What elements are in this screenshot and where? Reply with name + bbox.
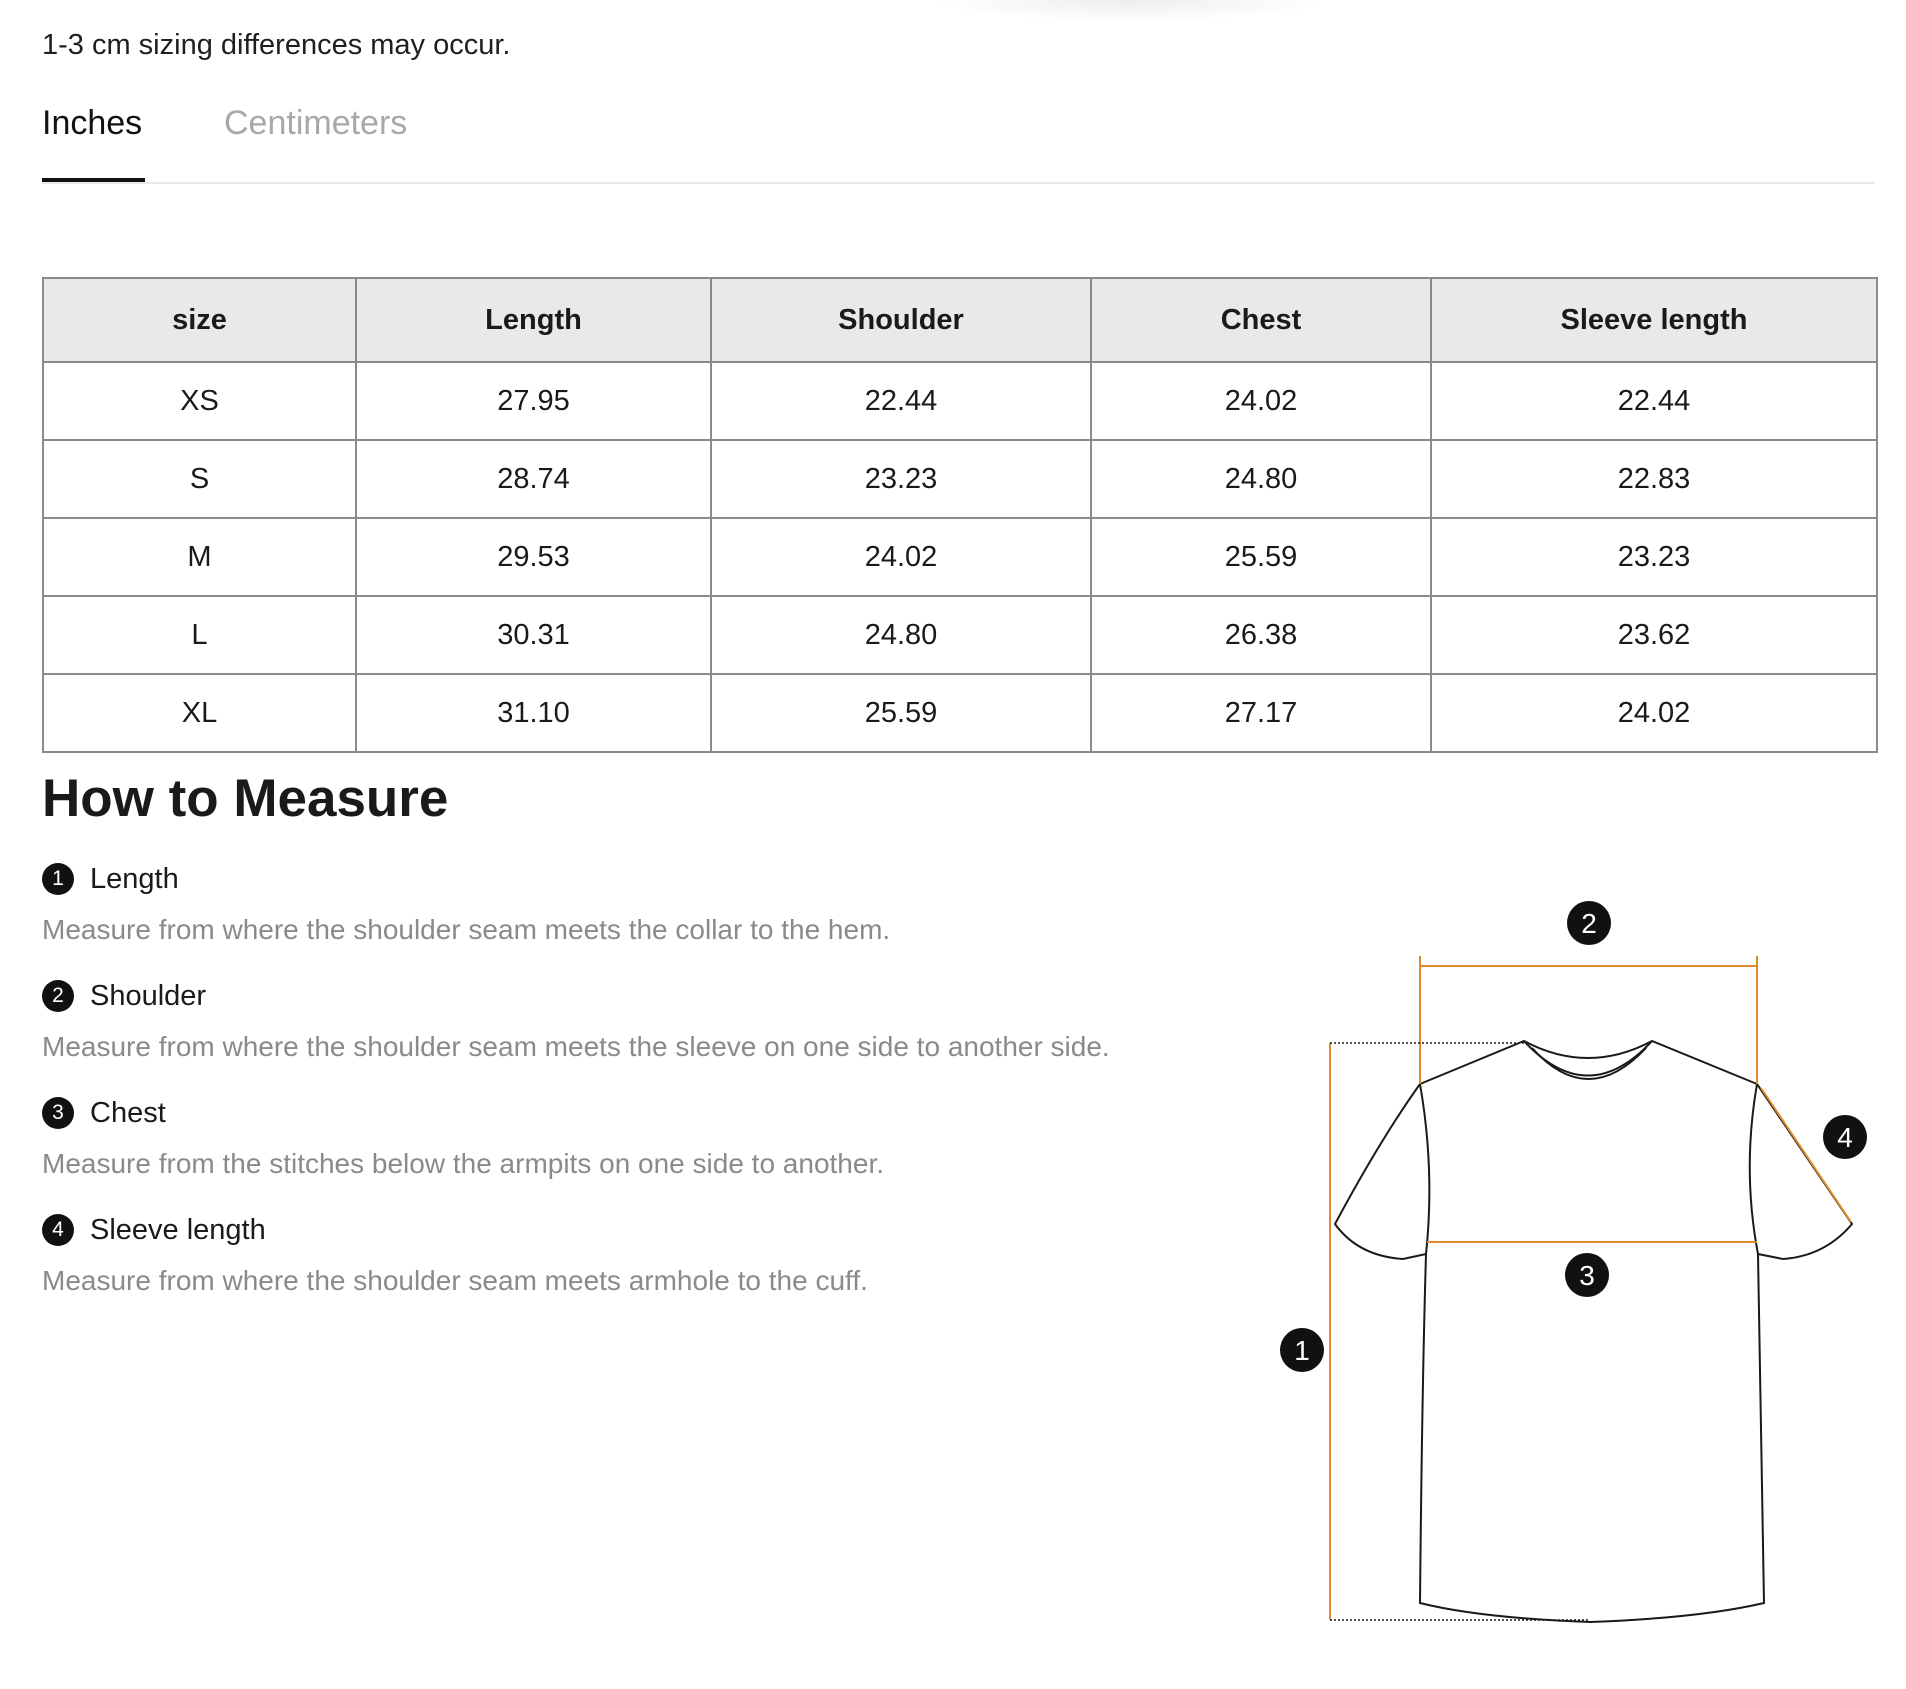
table-row [43, 440, 1877, 518]
measure-description: Measure from the stitches below the armpits on one side to another. [42, 1148, 885, 1179]
marker-2-label: 2 [1581, 908, 1597, 939]
measure-label: Shoulder [90, 979, 207, 1012]
marker-3-icon [1565, 1253, 1609, 1297]
table-cell: 25.59 [711, 674, 1091, 752]
table-cell: L [43, 596, 356, 674]
measure-description: Measure from where the shoulder seam meets the sleeve on one side to another side. [42, 1031, 1110, 1062]
measure-instructions [42, 858, 1242, 1326]
size-chart-table [42, 277, 1878, 753]
marker-4-icon [1823, 1115, 1867, 1159]
measure-label: Length [90, 862, 179, 895]
tab-centimeters[interactable] [224, 104, 407, 143]
number-3-icon: 3 [42, 1097, 74, 1129]
measure-description: Measure from where the shoulder seam meets the collar to the hem. [42, 914, 891, 945]
top-shadow [930, 0, 1330, 22]
sizing-disclaimer: 1-3 cm sizing differences may occur. [42, 29, 511, 61]
how-to-measure-title: How to Measure [42, 769, 449, 828]
table-cell: 25.59 [1091, 518, 1431, 596]
tshirt-outline-icon [1335, 1041, 1852, 1622]
table-cell: 27.95 [356, 362, 711, 440]
column-header-sleeve-length: Sleeve length [1431, 278, 1877, 362]
table-row [43, 518, 1877, 596]
measure-item-shoulder [42, 975, 1242, 1092]
number-4-icon: 4 [42, 1214, 74, 1246]
table-cell: 23.23 [1431, 518, 1877, 596]
column-header-chest: Chest [1091, 278, 1431, 362]
table-cell: 22.83 [1431, 440, 1877, 518]
measure-description: Measure from where the shoulder seam meets armhole to the cuff. [42, 1265, 868, 1296]
table-cell: 24.02 [1431, 674, 1877, 752]
table-cell: 27.17 [1091, 674, 1431, 752]
measure-item-length [42, 858, 1242, 975]
measure-item-chest [42, 1092, 1242, 1209]
table-cell: 22.44 [711, 362, 1091, 440]
table-cell: 24.80 [1091, 440, 1431, 518]
tab-centimeters-label: Centimeters [224, 104, 408, 142]
table-cell: 23.23 [711, 440, 1091, 518]
marker-1-icon [1280, 1328, 1324, 1372]
table-cell: XL [43, 674, 356, 752]
table-row [43, 674, 1877, 752]
table-cell: M [43, 518, 356, 596]
table-cell: 24.02 [1091, 362, 1431, 440]
measure-label: Chest [90, 1096, 166, 1129]
column-header-length: Length [356, 278, 711, 362]
tab-inches[interactable] [42, 104, 142, 143]
measure-label: Sleeve length [90, 1213, 266, 1246]
column-header-shoulder: Shoulder [711, 278, 1091, 362]
marker-3-label: 3 [1579, 1260, 1595, 1291]
active-tab-indicator [42, 178, 145, 182]
table-cell: 24.02 [711, 518, 1091, 596]
measurement-guide-dots [1330, 1043, 1590, 1620]
table-cell: 30.31 [356, 596, 711, 674]
table-cell: 22.44 [1431, 362, 1877, 440]
table-header-row [43, 278, 1877, 362]
number-2-icon: 2 [42, 980, 74, 1012]
table-cell: 29.53 [356, 518, 711, 596]
table-cell: 31.10 [356, 674, 711, 752]
table-row [43, 362, 1877, 440]
marker-2-icon [1567, 901, 1611, 945]
table-cell: 26.38 [1091, 596, 1431, 674]
tab-inches-label: Inches [42, 104, 143, 142]
unit-tabs [42, 104, 1875, 184]
tshirt-measurement-diagram [1270, 890, 1870, 1630]
table-cell: XS [43, 362, 356, 440]
number-1-icon: 1 [42, 863, 74, 895]
table-cell: 28.74 [356, 440, 711, 518]
table-row [43, 596, 1877, 674]
column-header-size: size [43, 278, 356, 362]
measure-item-sleeve-length [42, 1209, 1242, 1326]
table-cell: 24.80 [711, 596, 1091, 674]
marker-4-label: 4 [1837, 1122, 1853, 1153]
table-cell: S [43, 440, 356, 518]
table-cell: 23.62 [1431, 596, 1877, 674]
marker-1-label: 1 [1294, 1335, 1310, 1366]
